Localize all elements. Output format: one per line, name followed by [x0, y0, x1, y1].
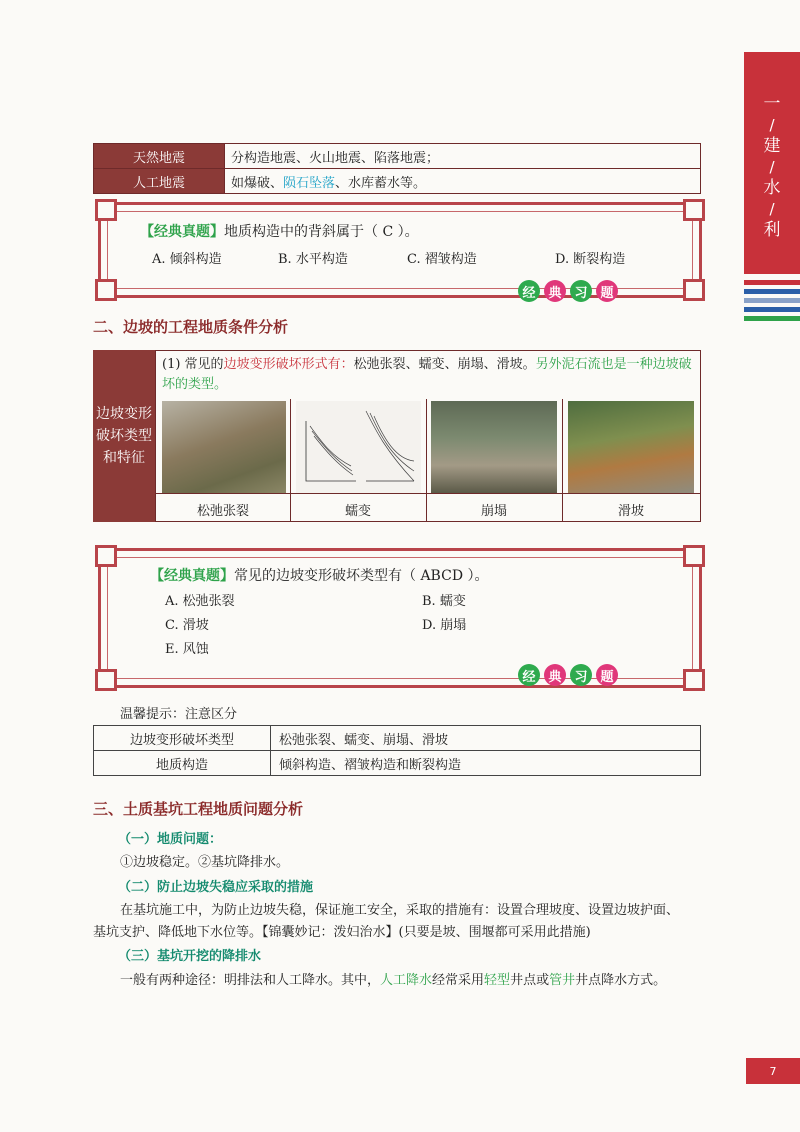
q2-option-b: B. 蠕变	[422, 594, 466, 609]
earthquake-table	[93, 143, 701, 194]
table-key: 天然地震	[94, 144, 225, 169]
section-3-title: 三、土质基坑工程地质问题分析	[93, 800, 304, 818]
table-row	[94, 144, 701, 169]
photo-loosening	[162, 401, 286, 493]
q2-option-d: D. 崩塌	[422, 618, 467, 633]
q2-option-a: A. 松弛张裂	[165, 594, 235, 609]
stripe-blue	[744, 289, 800, 294]
slope-description: (1) 常见的边坡变形破坏形式有：松弛张裂、蠕变、崩塌、滑坡。另外泥石流也是一种边坡破坏的类型。	[162, 357, 692, 392]
stripe-green	[744, 316, 800, 321]
chapter-side-tab: 一 / 建 / 水 / 利	[744, 52, 800, 274]
table-row	[94, 751, 701, 776]
exercise-badge-2: 经 典 习 题	[518, 664, 618, 686]
section-2-title: 二、边坡的工程地质条件分析	[93, 318, 289, 336]
caption-creep: 蠕变	[290, 493, 426, 524]
subsection-1-body: ①边坡稳定。②基坑降排水。	[120, 855, 290, 870]
table-key: 人工地震	[94, 169, 225, 194]
creep-diagram	[296, 401, 421, 493]
table-row	[94, 169, 701, 194]
tip-key: 地质构造	[94, 751, 271, 776]
question-1-stem: 【经典真题】地质构造中的背斜属于（ C ）。	[140, 224, 419, 240]
subsection-2-body-2: 基坑支护、降低地下水位等。【锦囊妙记：泼妇治水】(只要是坡、围堰都可采用此措施)	[93, 925, 591, 940]
q2-option-e: E. 风蚀	[165, 642, 209, 657]
slope-left-label: 边坡变形破坏类型和特征	[93, 350, 155, 522]
subsection-1-title: （一）地质问题：	[118, 832, 223, 847]
tip-value: 倾斜构造、褶皱构造和断裂构造	[271, 751, 701, 776]
tip-value: 松弛张裂、蠕变、崩塌、滑坡	[271, 726, 701, 751]
photo-landslide	[568, 401, 694, 493]
caption-loosening: 松弛张裂	[156, 493, 290, 524]
exercise-badge-1: 经 典 习 题	[518, 280, 618, 302]
page-number: 7	[746, 1058, 800, 1084]
table-value: 如爆破、陨石坠落、水库蓄水等。	[225, 169, 701, 194]
stripe-blue-2	[744, 307, 800, 312]
side-tab-char-2: 建	[763, 136, 781, 156]
slope-content	[155, 350, 701, 522]
subsection-3-title: （三）基坑开挖的降排水	[118, 949, 262, 964]
side-tab-char-3: 水	[763, 178, 781, 198]
subsection-2-title: （二）防止边坡失稳应采取的措施	[118, 880, 314, 895]
table-value: 分构造地震、火山地震、陷落地震；	[225, 144, 701, 169]
tip-table	[93, 725, 701, 776]
q1-option-d: D. 断裂构造	[555, 252, 626, 267]
q2-option-c: C. 滑坡	[165, 618, 209, 633]
caption-collapse: 崩塌	[426, 493, 562, 524]
q1-option-c: C. 褶皱构造	[407, 252, 477, 267]
caption-landslide: 滑坡	[562, 493, 700, 524]
side-tab-char-4: 利	[763, 220, 781, 240]
q1-option-b: B. 水平构造	[278, 252, 348, 267]
tip-key: 边坡变形破坏类型	[94, 726, 271, 751]
q1-option-a: A. 倾斜构造	[152, 252, 222, 267]
table-row	[94, 726, 701, 751]
side-tab-char-1: 一	[763, 94, 781, 114]
stripe-light-blue	[744, 298, 800, 303]
stripe-red	[744, 280, 800, 285]
photo-collapse	[431, 401, 557, 493]
subsection-3-body: 一般有两种途径：明排法和人工降水。其中，人工降水经常采用轻型井点或管井井点降水方式。	[120, 973, 667, 988]
question-2-stem: 【经典真题】常见的边坡变形破坏类型有（ ABCD ）。	[150, 568, 489, 584]
subsection-2-body-1: 在基坑施工中，为防止边坡失稳，保证施工安全，采取的措施有：设置合理坡度、设置边坡护面、	[120, 903, 680, 918]
tip-title: 温馨提示：注意区分	[120, 707, 238, 722]
